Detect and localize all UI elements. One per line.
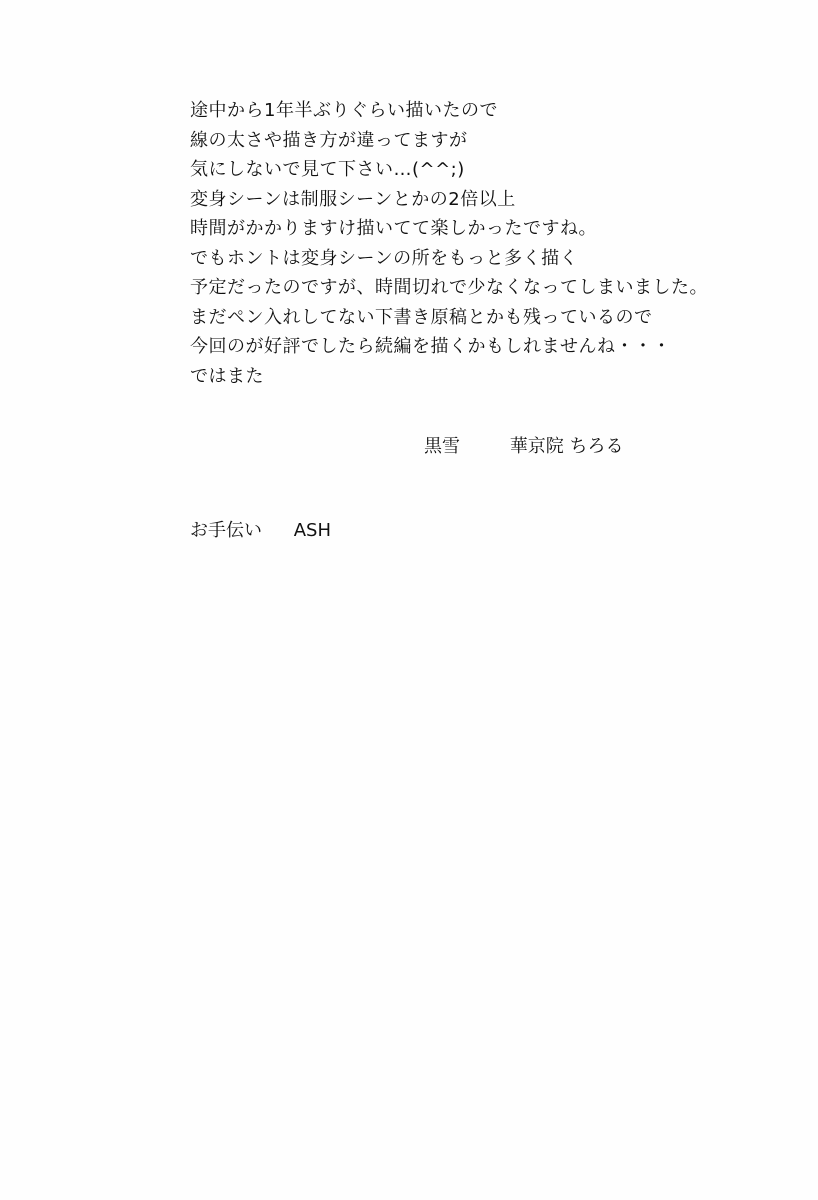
afterword-line: 予定だったのですが、時間切れで少なくなってしまいました。 bbox=[190, 277, 708, 298]
assistant-label: お手伝い bbox=[190, 520, 262, 541]
author-name: 華京院 ちろる bbox=[509, 436, 624, 457]
author-signature bbox=[424, 432, 623, 462]
afterword-line: でもホントは変身シーンの所をもっと多く描く bbox=[190, 247, 579, 269]
circle-name: 黒雪 bbox=[424, 436, 460, 457]
afterword-line: まだペン入れしてない下書き原稿とかも残っているので bbox=[190, 306, 653, 328]
assistant-name: ASH bbox=[293, 520, 332, 541]
afterword-line: 気にしないで見て下さい…(^^;) bbox=[190, 159, 465, 180]
afterword-line: ではまた bbox=[190, 365, 264, 387]
afterword-line: 今回のが好評でしたら続編を描くかもしれませんね・・・ bbox=[190, 336, 671, 357]
afterword-line: 時間がかかりますけ描いてて楽しかったですね。 bbox=[190, 218, 597, 239]
afterword-text bbox=[190, 96, 750, 391]
afterword-line: 線の太さや描き方が違ってますが bbox=[190, 129, 468, 151]
assistant-credit bbox=[190, 516, 331, 546]
afterword-line: 変身シーンは制服シーンとかの2倍以上 bbox=[190, 188, 516, 210]
afterword-line: 途中から1年半ぶりぐらい描いたので bbox=[190, 100, 498, 121]
